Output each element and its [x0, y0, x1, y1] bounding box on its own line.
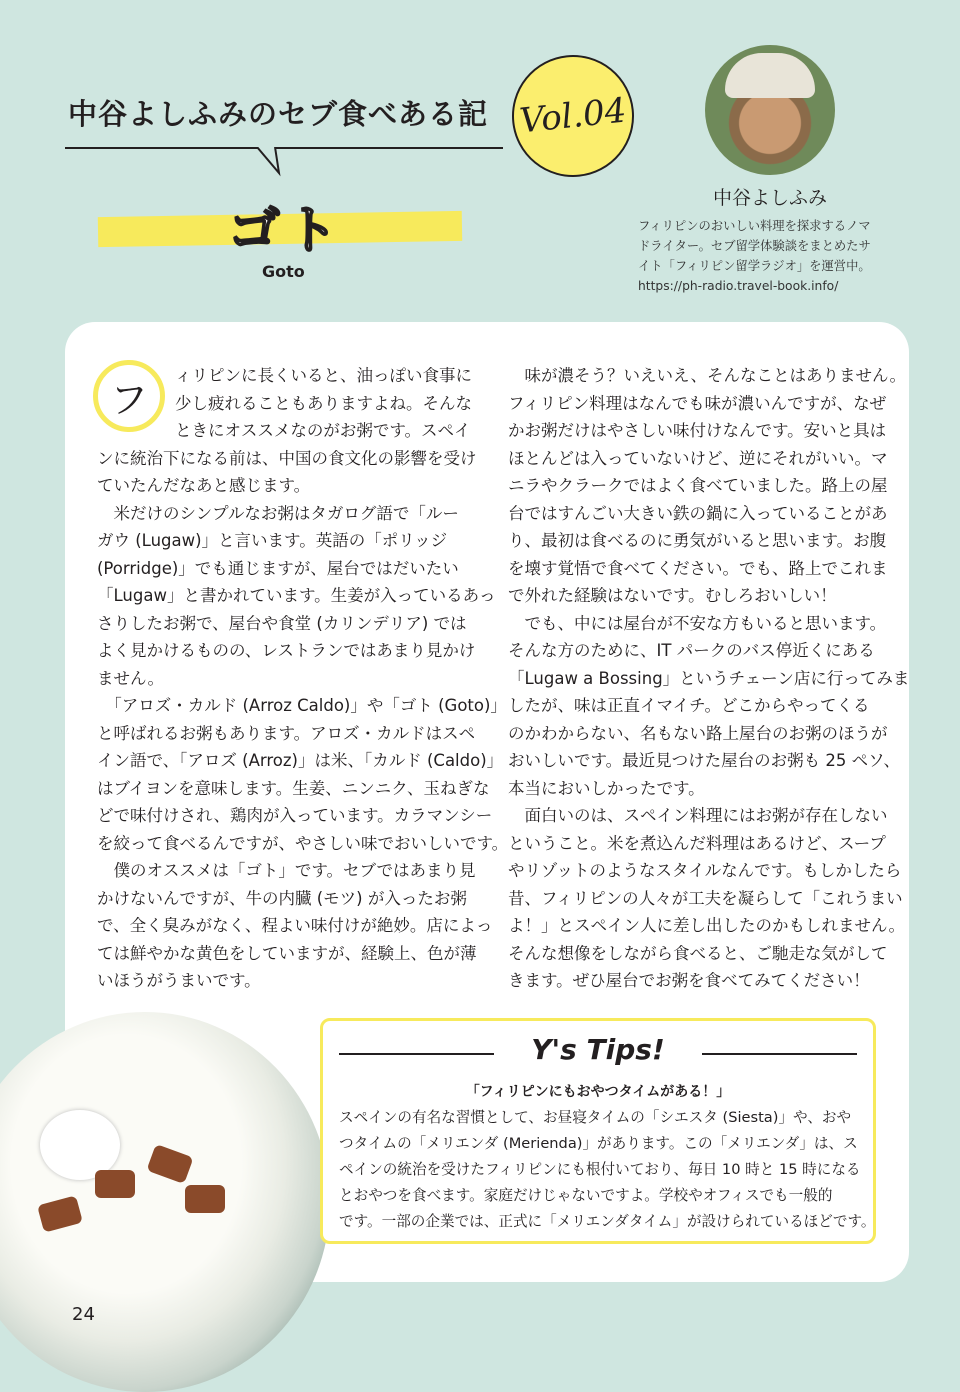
- author-bio: [638, 216, 908, 296]
- article-line: ンに統治下になる前は、中国の食文化の影響を受け: [97, 448, 477, 468]
- article-line: いほうがうまいです。: [97, 971, 261, 990]
- article-line: ません。: [97, 668, 164, 688]
- bio-line: ドライター。セブ留学体験談をまとめたサ: [638, 239, 871, 253]
- article-line: よ！」とスペイン人に差し出したのかもしれません。: [508, 916, 905, 935]
- meat-image: [95, 1170, 135, 1198]
- article-line: ということ。米を煮込んだ料理はあるけど、スープ: [508, 833, 886, 853]
- tips-line: つタイムの「メリエンダ (Merienda)」があります。この「メリエンダ」は、ス: [339, 1135, 858, 1152]
- article-line: やリゾットのようなスタイルなんです。もしかしたら: [508, 861, 902, 880]
- article-line: フィリピン料理はなんでも味が濃いんですが、なぜ: [508, 393, 887, 413]
- article-line: イン語で、「アロズ (Arroz)」は米、「カルド (Caldo)」: [97, 751, 504, 770]
- article-line: ィリピンに長くいると、油っぽい食事に: [175, 366, 472, 385]
- article-line: 本当においしかったです。: [508, 778, 705, 798]
- column-title: 中谷よしふみのセブ食べある記: [68, 97, 489, 131]
- tips-subtitle: 「フィリピンにもおやつタイムがある！」: [465, 1084, 731, 1100]
- dish-subtitle: Goto: [262, 262, 305, 281]
- article-line: かお粥だけはやさしい味付けなんです。安いと具は: [508, 421, 887, 440]
- article-line: かけないんですが、牛の内臓 (モツ) が入ったお粥: [97, 888, 467, 908]
- article-line: 米だけのシンプルなお粥はタガログ語で「ルー: [97, 503, 459, 523]
- article-line: で、全く臭みがなく、程よい味付けが絶妙。店によっ: [97, 916, 493, 935]
- volume-badge: Vol.04: [506, 49, 640, 183]
- dish-title: ゴト: [228, 201, 345, 261]
- tips-title: Y's Tips!: [531, 1033, 665, 1066]
- article-line: したが、味は正直イマイチ。どこからやってくる: [508, 696, 870, 715]
- article-line: を壊す覚悟で食べてください。でも、路上でこれま: [508, 558, 888, 578]
- drop-cap: フ: [93, 360, 165, 432]
- article-line: を絞って食べるんですが、やさしい味でおいしいです。: [97, 833, 509, 853]
- article-line: さりしたお粥で、屋台や食堂 (カリンデリア) では: [97, 613, 467, 633]
- bio-line: フィリピンのおいしい料理を探求するノマ: [638, 219, 871, 233]
- article-line: でも、中には屋台が不安な方もいると思います。: [508, 613, 887, 633]
- article-line: で外れた経験はないです。むしろおいしい！: [508, 586, 837, 605]
- author-name: 中谷よしふみ: [712, 187, 827, 209]
- article-line: ときにオススメなのがお粥です。スペイ: [175, 421, 471, 440]
- article-line: そんな方のために、IT パークのバス停近くにある: [508, 641, 875, 660]
- article-line: 少し疲れることもありますよね。そんな: [175, 393, 472, 413]
- article-line: 面白いのは、スペイン料理にはお粥が存在しない: [508, 806, 888, 825]
- article-line: ていたんだなあと感じます。: [97, 476, 311, 495]
- article-line: ほとんどは入っていないけど、逆にそれがいい。マ: [508, 448, 888, 468]
- article-line: 「アロズ・カルド (Arroz Caldo)」や「ゴト (Goto)」: [97, 696, 507, 715]
- article-line: ニラやクラークではよく食べていました。路上の屋: [508, 476, 888, 495]
- article-line: 「Lugaw a Bossing」というチェーン店に行ってみま: [508, 668, 910, 688]
- meat-image: [185, 1185, 225, 1213]
- bio-line: イト「フィリピン留学ラジオ」を運営中。: [638, 259, 871, 273]
- article-line: 僕のオススメは「ゴト」です。セブではあまり見: [97, 861, 476, 880]
- article-line: はブイヨンを意味します。生姜、ニンニク、玉ねぎな: [97, 778, 490, 798]
- article-line: きます。ぜひ屋台でお粥を食べてみてください！: [508, 971, 870, 990]
- article-line: よく見かけるものの、レストランではあまり見かけ: [97, 641, 476, 660]
- article-line: ては鮮やかな黄色をしていますが、経験上、色が薄: [97, 943, 477, 963]
- article-line: 味が濃そう？いえいえ、そんなことはありません。: [508, 366, 906, 385]
- article-line: (Porridge)」でも通じますが、屋台ではだいたい: [97, 558, 459, 578]
- article-line: と呼ばれるお粥もあります。アロズ・カルドはスペ: [97, 723, 476, 743]
- article-line: そんな想像をしながら食べると、ご馳走な気がして: [508, 943, 888, 963]
- page-number: 24: [72, 1304, 95, 1325]
- tips-line: です。一部の企業では、正式に「メリエンダタイム」が設けられているほどです。: [339, 1213, 876, 1230]
- tips-body: [339, 1105, 875, 1235]
- article-column-left: [97, 362, 509, 995]
- article-line: 昔、フィリピンの人々が工夫を凝らして「これうまい: [508, 888, 903, 908]
- article-column-right: [508, 362, 910, 995]
- article-line: 「Lugaw」と書かれています。生姜が入っているあっ: [97, 586, 496, 605]
- article-line: どで味付けされ、鶏肉が入っています。カラマンシー: [97, 806, 493, 825]
- author-url[interactable]: https://ph-radio.travel-book.info/: [638, 279, 839, 293]
- author-photo: [705, 45, 835, 175]
- article-line: り、最初は食べるのに勇気がいると思います。お腹: [508, 531, 887, 550]
- article-line: 台ではすんごい大きい鉄の鍋に入っていることがあ: [508, 503, 888, 523]
- article-line: おいしいです。最近見つけた屋台のお粥も 25 ペソ、: [508, 751, 901, 770]
- tips-line: とおやつを食べます。家庭だけじゃないですよ。学校やオフィスでも一般的: [339, 1187, 833, 1204]
- speech-tail-icon: [255, 147, 285, 177]
- tips-line: スペインの有名な習慣として、お昼寝タイムの「シエスタ (Siesta)」や、おや: [339, 1109, 852, 1126]
- tips-rule-right: [702, 1053, 857, 1055]
- tips-line: ペインの統治を受けたフィリピンにも根付いており、毎日 10 時と 15 時になる: [339, 1161, 861, 1178]
- tips-box: [320, 1018, 876, 1244]
- article-line: のかわからない、名もない路上屋台のお粥のほうが: [508, 723, 888, 743]
- article-line: ガウ (Lugaw)」と言います。英語の「ポリッジ: [97, 531, 448, 550]
